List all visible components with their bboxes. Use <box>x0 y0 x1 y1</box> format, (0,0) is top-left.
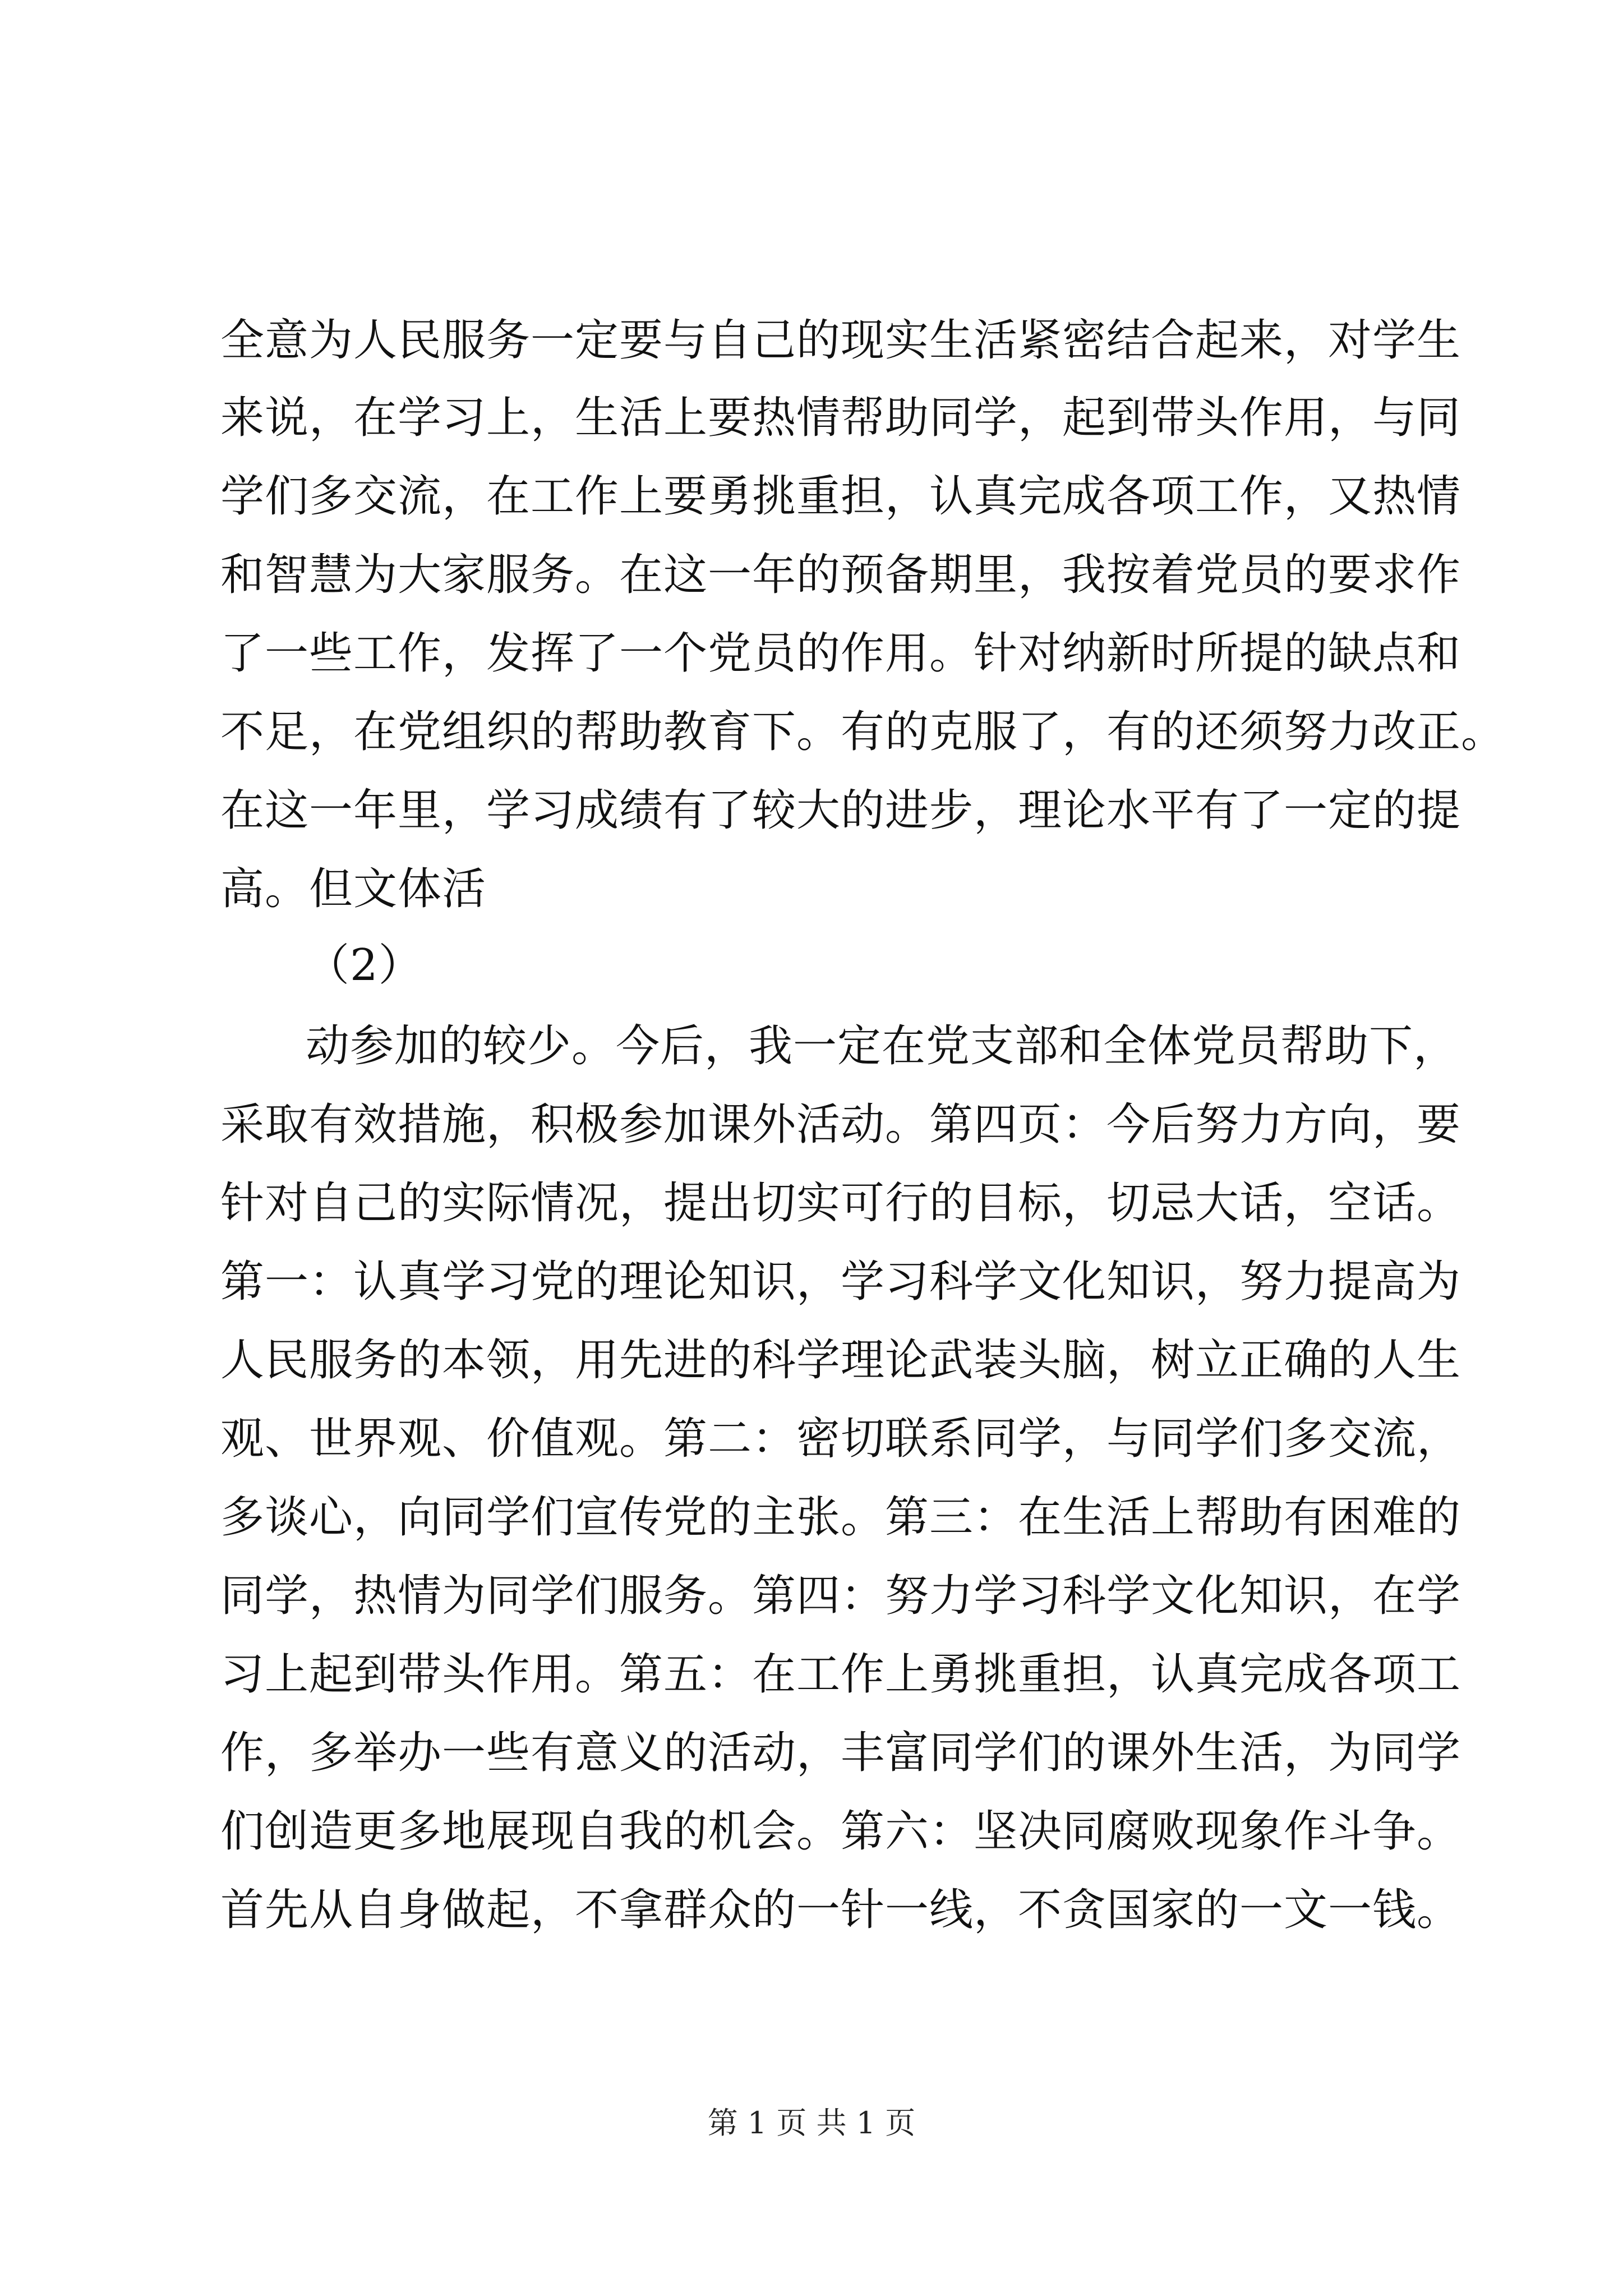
text-line: 同学，热情为同学们服务。第四：努力学习科学文化知识，在学 <box>220 1571 1461 1621</box>
page-footer: 第 1 页 共 1 页 <box>707 2105 916 2141</box>
text-line: 首先从自身做起，不拿群众的一针一线，不贪国家的一文一钱。 <box>220 1885 1461 1935</box>
text-line: 来说，在学习上，生活上要热情帮助同学，起到带头作用，与同 <box>220 393 1461 443</box>
text-line: 了一些工作，发挥了一个党员的作用。针对纳新时所提的缺点和 <box>220 628 1461 679</box>
paragraph-start-line: 动参加的较少。今后，我一定在党支部和全体党员帮助下， <box>306 1021 1458 1071</box>
section-marker: （2） <box>306 940 423 991</box>
text-line: 全意为人民服务一定要与自己的现实生活紧密结合起来，对学生 <box>220 315 1461 366</box>
text-line: 在这一年里，学习成绩有了较大的进步，理论水平有了一定的提 <box>220 785 1461 836</box>
text-line: 不足，在党组织的帮助教育下。有的克服了，有的还须努力改正。 <box>220 707 1506 757</box>
text-line: 人民服务的本领，用先进的科学理论武装头脑，树立正确的人生 <box>220 1335 1461 1386</box>
text-line: 高。但文体活 <box>220 864 487 914</box>
text-line: 们创造更多地展现自我的机会。第六：坚决同腐败现象作斗争。 <box>220 1806 1461 1857</box>
text-line: 习上起到带头作用。第五：在工作上勇挑重担，认真完成各项工 <box>220 1649 1461 1700</box>
text-line: 针对自己的实际情况，提出切实可行的目标，切忌大话，空话。 <box>220 1178 1461 1228</box>
text-line: 作，多举办一些有意义的活动，丰富同学们的课外生活，为同学 <box>220 1728 1461 1778</box>
text-line: 和智慧为大家服务。在这一年的预备期里，我按着党员的要求作 <box>220 550 1461 600</box>
text-line: 第一：认真学习党的理论知识，学习科学文化知识，努力提高为 <box>220 1257 1461 1307</box>
text-line: 多谈心，向同学们宣传党的主张。第三：在生活上帮助有困难的 <box>220 1492 1461 1543</box>
text-line: 采取有效措施，积极参加课外活动。第四页：今后努力方向，要 <box>220 1099 1461 1150</box>
text-line: 学们多交流，在工作上要勇挑重担，认真完成各项工作，又热情 <box>220 471 1461 522</box>
text-line: 观、世界观、价值观。第二：密切联系同学，与同学们多交流， <box>220 1414 1461 1464</box>
